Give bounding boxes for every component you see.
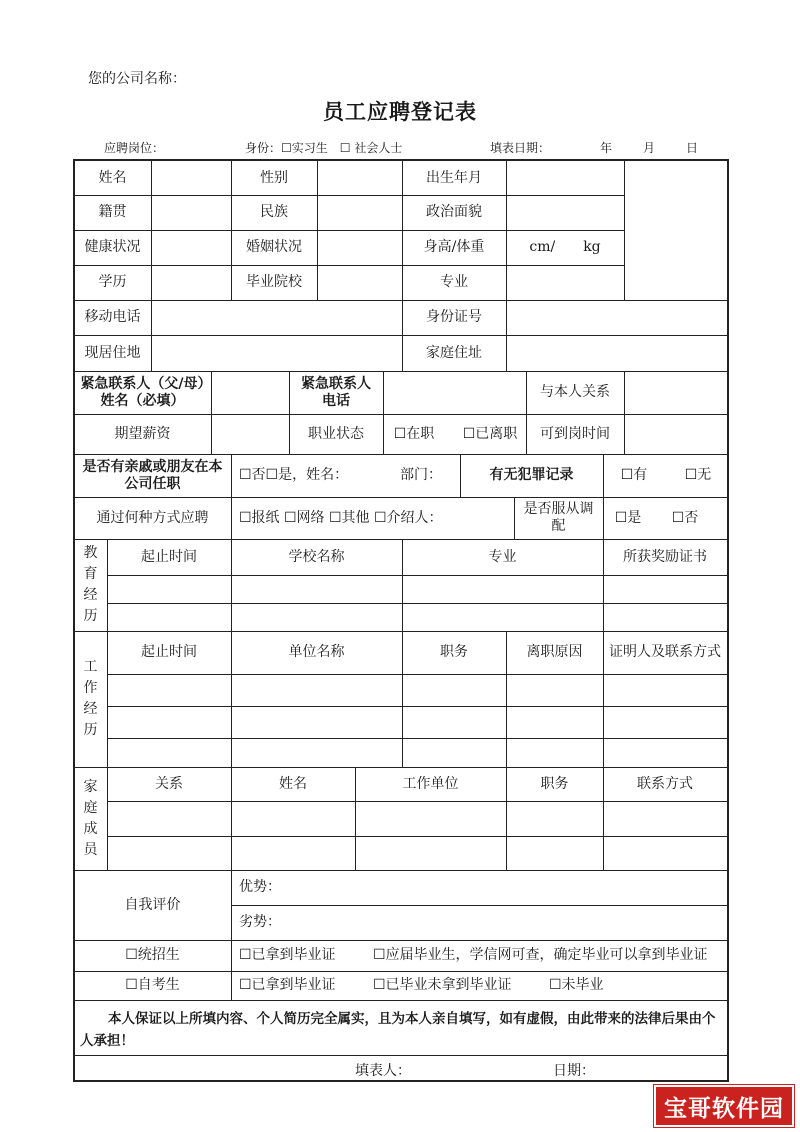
- grid-line: [107, 603, 727, 604]
- position-label: 应聘岗位：: [104, 141, 165, 155]
- family-members-side-label: [74, 767, 107, 870]
- strengths-label: 优势：: [239, 879, 281, 895]
- edu-period-header: 起止时间: [141, 548, 197, 565]
- self-evaluation-label: 自我评价: [124, 896, 181, 913]
- department-label: 部门：: [400, 467, 442, 483]
- political-label: 政治面貌: [426, 204, 482, 220]
- grid-line: [73, 1055, 727, 1056]
- grid-line: [107, 674, 727, 675]
- current-address-label: 现居住地: [84, 344, 141, 361]
- family-contact-header: 联系方式: [637, 775, 693, 792]
- company-name-label: 您的公司名称：: [88, 71, 186, 87]
- grid-line: [727, 159, 729, 1082]
- grid-line: [151, 159, 152, 371]
- grid-line: [211, 371, 212, 454]
- form-title: 员工应聘登记表: [323, 100, 477, 124]
- fresh-graduate-checkbox[interactable]: ☐应届毕业生，学信网可查，确定毕业可以拿到毕业证: [373, 947, 708, 963]
- family-relation-header: 关系: [155, 775, 183, 792]
- grid-line: [73, 1000, 727, 1001]
- graduated-no-diploma-checkbox[interactable]: ☐已毕业未拿到毕业证: [373, 977, 512, 993]
- year-label: 年: [600, 141, 613, 155]
- available-time-label: 可到岗时间: [540, 425, 610, 442]
- grid-line: [107, 801, 727, 802]
- relatives-answer-options[interactable]: ☐否☐是，姓名：: [239, 467, 349, 483]
- ethnic-label: 民族: [260, 204, 288, 220]
- application-channel-label: 通过何种方式应聘: [96, 509, 209, 526]
- side-char: 家: [83, 778, 98, 795]
- work-leave-reason-header: 离职原因: [526, 644, 583, 660]
- obey-assignment-label: 是否服从调配: [523, 501, 594, 534]
- work-period-header: 起止时间: [141, 644, 197, 660]
- obey-yes-checkbox[interactable]: ☐是: [614, 509, 642, 526]
- relation-label: 与本人关系: [540, 384, 610, 400]
- edu-awards-header: 所获奖励证书: [623, 548, 707, 565]
- obey-no-checkbox[interactable]: ☐否: [671, 509, 699, 526]
- crime-yes-checkbox[interactable]: ☐有: [620, 467, 648, 483]
- grid-line: [73, 300, 727, 301]
- on-job-checkbox[interactable]: ☐在职: [393, 425, 435, 442]
- work-position-header: 职务: [440, 644, 468, 660]
- id-number-label: 身份证号: [426, 309, 482, 325]
- side-char: 庭: [83, 799, 98, 816]
- side-char: 经: [83, 701, 98, 717]
- weaknesses-label: 劣势：: [239, 914, 281, 930]
- grid-line: [624, 159, 625, 300]
- side-char: 历: [83, 722, 98, 738]
- work-company-header: 单位名称: [288, 644, 345, 660]
- family-position-header: 职务: [540, 775, 569, 792]
- native-place-label: 籍贯: [98, 204, 127, 220]
- grid-line: [107, 738, 727, 739]
- relatives-question-label: 是否有亲戚或朋友在本公司任职: [82, 458, 223, 492]
- grid-line: [107, 539, 108, 870]
- family-name-header: 姓名: [279, 775, 307, 792]
- side-char: 员: [83, 841, 98, 858]
- watermark-logo: 宝哥软件园: [654, 1085, 794, 1127]
- gender-label: 性别: [260, 169, 288, 186]
- side-char: 工: [83, 659, 98, 675]
- work-reference-header: 证明人及联系方式: [609, 644, 721, 660]
- unified-enrollment-checkbox[interactable]: ☐统招生: [125, 947, 180, 963]
- grid-line: [73, 195, 624, 196]
- edu-major-header: 专业: [488, 548, 517, 565]
- grid-line: [73, 265, 624, 266]
- side-char: 经: [83, 587, 98, 603]
- name-label: 姓名: [98, 169, 127, 186]
- side-char: 历: [83, 608, 98, 624]
- side-char: 教: [83, 545, 98, 561]
- emergency-contact-phone-label: 紧急联系人电话: [301, 375, 371, 409]
- side-char: 成: [83, 820, 98, 837]
- home-address-label: 家庭住址: [426, 344, 482, 361]
- marital-label: 婚姻状况: [246, 239, 302, 255]
- footer-date-label: 日期：: [553, 1063, 595, 1079]
- fill-date-label: 填表日期：: [490, 141, 551, 155]
- grid-line: [73, 335, 727, 336]
- major-label: 专业: [440, 274, 468, 290]
- health-label: 健康状况: [84, 239, 141, 255]
- family-employer-header: 工作单位: [402, 775, 459, 792]
- mobile-label: 移动电话: [84, 309, 141, 325]
- side-char: 作: [83, 680, 98, 696]
- grid-line: [107, 706, 727, 707]
- application-channel-options[interactable]: ☐报纸 ☐网络 ☐其他 ☐介绍人：: [239, 509, 443, 526]
- grid-line: [506, 159, 507, 371]
- criminal-record-label: 有无犯罪记录: [489, 467, 574, 483]
- emergency-contact-name-label: 紧急联系人（父/母）姓名（必填）: [80, 375, 205, 409]
- grid-line: [107, 575, 727, 576]
- got-diploma-checkbox-1[interactable]: ☐已拿到毕业证: [239, 947, 336, 963]
- job-status-label: 职业状态: [308, 425, 364, 442]
- got-diploma-checkbox-2[interactable]: ☐已拿到毕业证: [239, 977, 336, 993]
- resigned-checkbox[interactable]: ☐已离职: [462, 425, 518, 442]
- month-label: 月: [643, 141, 656, 155]
- grid-line: [107, 836, 727, 837]
- grid-line: [73, 1080, 727, 1082]
- height-weight-label: 身高/体重: [423, 239, 485, 255]
- school-label: 毕业院校: [246, 274, 302, 290]
- day-label: 日: [686, 141, 699, 155]
- grid-line: [73, 159, 727, 161]
- grid-line: [624, 371, 625, 454]
- self-study-checkbox[interactable]: ☐自考生: [125, 977, 180, 993]
- side-char: 育: [83, 566, 98, 582]
- edu-school-header: 学校名称: [288, 548, 345, 565]
- birth-label: 出生年月: [426, 169, 482, 186]
- not-graduated-checkbox[interactable]: ☐未毕业: [549, 977, 604, 993]
- grid-line: [317, 159, 318, 300]
- expected-salary-label: 期望薪资: [114, 425, 171, 442]
- education-label: 学历: [98, 274, 127, 290]
- work-history-side-label: [74, 631, 107, 767]
- filler-label: 填表人：: [355, 1063, 411, 1079]
- height-weight-units: cm/ kg: [529, 239, 601, 255]
- declaration-text: 本人保证以上所填内容、个人简历完全属实，且为本人亲自填写，如有虚假，由此带来的法律后果由个人承担！: [80, 1011, 716, 1049]
- education-history-side-label: [74, 539, 107, 631]
- identity-options: 身份：☐实习生 ☐ 社会人士: [245, 141, 403, 155]
- crime-no-checkbox[interactable]: ☐无: [684, 467, 712, 483]
